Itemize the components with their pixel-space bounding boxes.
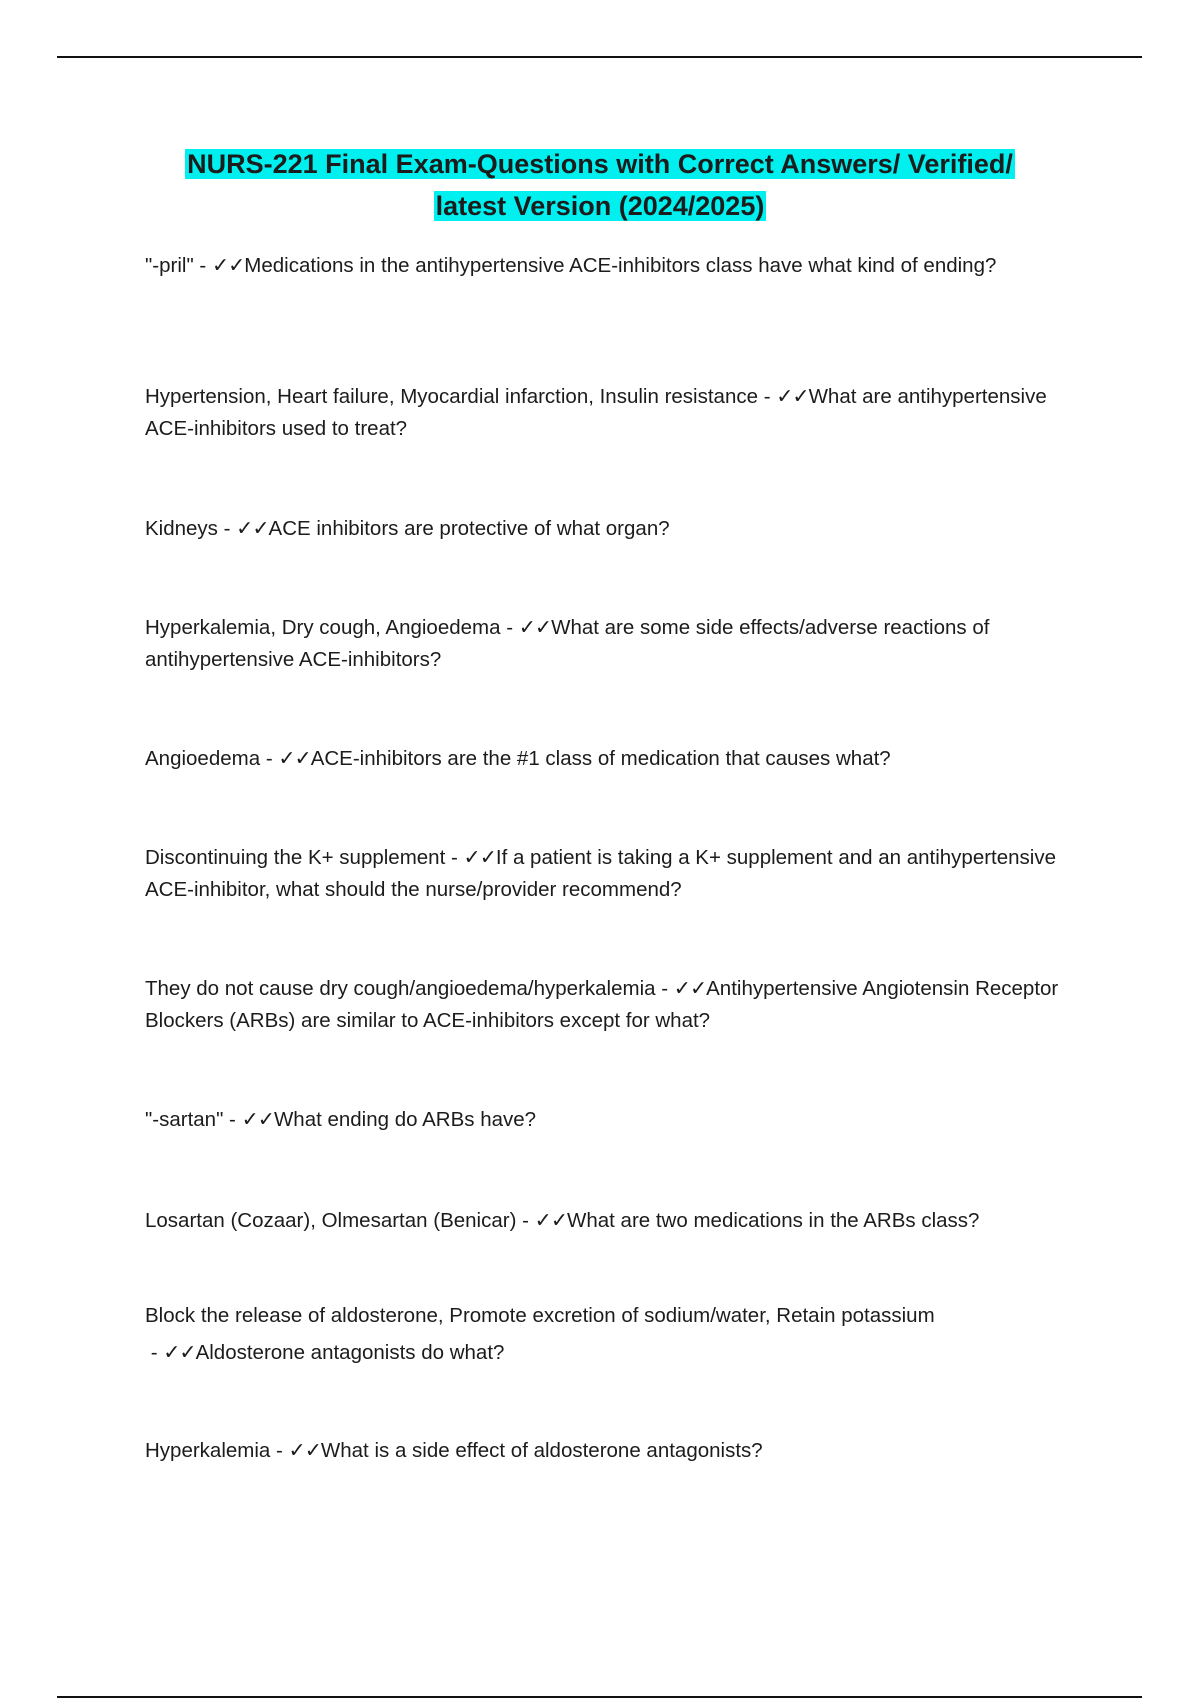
check-mark-icon: ✓✓ bbox=[163, 1340, 196, 1364]
qa-item bbox=[145, 1204, 1065, 1237]
question-text: Aldosterone antagonists do what? bbox=[195, 1341, 505, 1364]
answer-text: Hyperkalemia, Dry cough, Angioedema bbox=[145, 616, 501, 639]
qa-item bbox=[145, 249, 1065, 282]
separator: - bbox=[500, 616, 519, 639]
question-text: What are antihypertensive ACE-inhibitors used to treat? bbox=[145, 385, 1047, 440]
separator: - bbox=[193, 254, 212, 277]
answer-text: Hyperkalemia bbox=[145, 1439, 271, 1462]
qa-item bbox=[145, 1434, 1065, 1467]
separator: - bbox=[445, 846, 464, 869]
separator: - bbox=[260, 747, 279, 770]
question-text: What are two medications in the ARBs class? bbox=[567, 1209, 980, 1232]
check-mark-icon: ✓✓ bbox=[673, 976, 707, 1000]
question-text: ACE inhibitors are protective of what organ? bbox=[268, 517, 670, 540]
separator: - bbox=[516, 1209, 535, 1232]
document-title bbox=[120, 143, 1080, 227]
answer-text: Angioedema bbox=[145, 747, 261, 770]
title-line-2: latest Version (2024/2025) bbox=[435, 191, 765, 221]
check-mark-icon: ✓✓ bbox=[241, 1107, 274, 1131]
check-mark-icon: ✓✓ bbox=[278, 746, 311, 770]
question-text: Medications in the antihypertensive ACE-inhibitors class have what kind of ending? bbox=[244, 254, 997, 277]
question-text: What ending do ARBs have? bbox=[273, 1108, 537, 1131]
qa-item bbox=[145, 512, 1065, 545]
answer-text: Kidneys bbox=[145, 517, 218, 540]
qa-item bbox=[145, 841, 1065, 906]
check-mark-icon: ✓✓ bbox=[463, 845, 496, 869]
check-mark-icon: ✓✓ bbox=[776, 384, 809, 408]
answer-text: Losartan (Cozaar), Olmesartan (Benicar) bbox=[145, 1209, 517, 1232]
separator: - bbox=[270, 1439, 289, 1462]
answer-text: "-pril" bbox=[145, 254, 194, 277]
answer-text: Block the release of aldosterone, Promote excretion of sodium/water, Retain potassium bbox=[145, 1304, 935, 1327]
question-text: What are some side effects/adverse reactions of antihypertensive ACE-inhibitors? bbox=[145, 616, 990, 671]
separator: - bbox=[145, 1341, 164, 1364]
separator: - bbox=[655, 977, 674, 1000]
check-mark-icon: ✓✓ bbox=[236, 516, 269, 540]
separator: - bbox=[758, 385, 777, 408]
bottom-rule bbox=[57, 1696, 1142, 1698]
separator: - bbox=[217, 517, 237, 540]
qa-item bbox=[145, 611, 1065, 676]
top-rule bbox=[57, 56, 1142, 58]
answer-text: "-sartan" bbox=[145, 1108, 224, 1131]
check-mark-icon: ✓✓ bbox=[288, 1438, 321, 1462]
question-text: If a patient is taking a K+ supplement and an antihypertensive ACE-inhibitor, what should the nurse/provider recommend? bbox=[145, 846, 1057, 901]
title-line-1: NURS-221 Final Exam-Questions with Correct Answers/ Verified/ bbox=[187, 149, 1013, 179]
qa-item bbox=[145, 380, 1065, 445]
qa-item bbox=[145, 742, 1065, 775]
answer-text: Hypertension, Heart failure, Myocardial infarction, Insulin resistance bbox=[145, 385, 758, 408]
check-mark-icon: ✓✓ bbox=[518, 615, 552, 639]
question-text: Antihypertensive Angiotensin Receptor Blockers (ARBs) are similar to ACE-inhibitors except for what? bbox=[145, 977, 1059, 1032]
separator: - bbox=[223, 1108, 242, 1131]
check-mark-icon: ✓✓ bbox=[534, 1208, 567, 1232]
qa-item bbox=[145, 1103, 1065, 1136]
answer-text: They do not cause dry cough/angioedema/hyperkalemia bbox=[145, 977, 656, 1000]
qa-item bbox=[145, 972, 1065, 1037]
answer-text: Discontinuing the K+ supplement bbox=[145, 846, 446, 869]
question-text: What is a side effect of aldosterone antagonists? bbox=[320, 1439, 763, 1462]
question-text: ACE-inhibitors are the #1 class of medication that causes what? bbox=[310, 747, 891, 770]
check-mark-icon: ✓✓ bbox=[211, 253, 245, 277]
qa-item bbox=[145, 1298, 1065, 1371]
